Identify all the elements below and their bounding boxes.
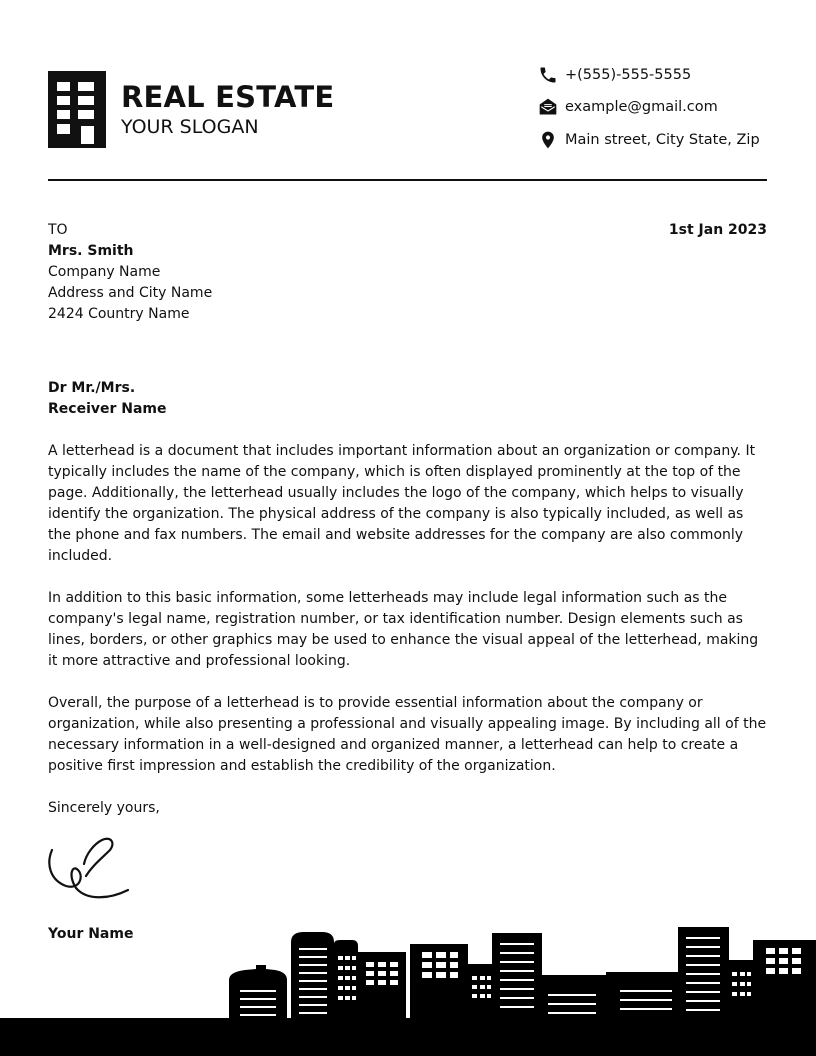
to-label: TO bbox=[48, 222, 68, 238]
body-paragraph-3: Overall, the purpose of a letterhead is to provide essential information about the company or organization, while also presenting a professional and visually appealing image. By including all of the necessary information in a well-designed and organized manner, a letterhead can help to create a positive first impression and establish the credibility of the organization. bbox=[48, 695, 767, 774]
company-title: REAL ESTATE bbox=[121, 80, 335, 114]
letter-date: 1st Jan 2023 bbox=[668, 222, 767, 238]
body-paragraph-1: A letterhead is a document that includes important information about an organization or company. It typically includes the name of the company, which is often displayed prominently at the top of the page. Additionally, the letterhead usually includes the logo of the company, which helps to visually identify the organization. The physical address of the company is also typically included, as well as the phone and fax numbers. The email and website addresses for the company are also commonly included. bbox=[48, 443, 756, 564]
contact-phone[interactable] bbox=[538, 65, 691, 85]
phone-icon bbox=[538, 65, 558, 85]
city-skyline-illustration bbox=[0, 920, 816, 1056]
signature-icon bbox=[46, 836, 132, 904]
header-divider bbox=[48, 179, 767, 181]
recipient-country: 2424 Country Name bbox=[48, 306, 190, 322]
location-pin-icon bbox=[538, 130, 558, 150]
sign-off: Sincerely yours, bbox=[48, 800, 160, 816]
envelope-icon bbox=[538, 97, 558, 117]
recipient-address: Address and City Name bbox=[48, 285, 213, 301]
phone-text: +(555)-555-5555 bbox=[565, 67, 692, 83]
contact-email[interactable] bbox=[538, 97, 718, 117]
recipient-name: Mrs. Smith bbox=[48, 243, 134, 259]
signer-name: Your Name bbox=[48, 926, 134, 942]
building-icon bbox=[48, 71, 106, 148]
address-text: Main street, City State, Zip bbox=[565, 132, 760, 148]
salutation-name: Receiver Name bbox=[48, 401, 167, 417]
body-paragraph-2: In addition to this basic information, some letterheads may include legal information such as the company's legal name, registration number, or tax identification number. Design elements such as lines, borders, or other graphics may be used to enhance the visual appeal of the letterhead, making it more attractive and professional looking. bbox=[48, 590, 759, 669]
recipient-company: Company Name bbox=[48, 264, 161, 280]
salutation-title: Dr Mr./Mrs. bbox=[48, 380, 136, 396]
contact-address[interactable] bbox=[538, 130, 760, 150]
company-slogan: YOUR SLOGAN bbox=[121, 116, 259, 138]
email-text: example@gmail.com bbox=[565, 99, 718, 115]
